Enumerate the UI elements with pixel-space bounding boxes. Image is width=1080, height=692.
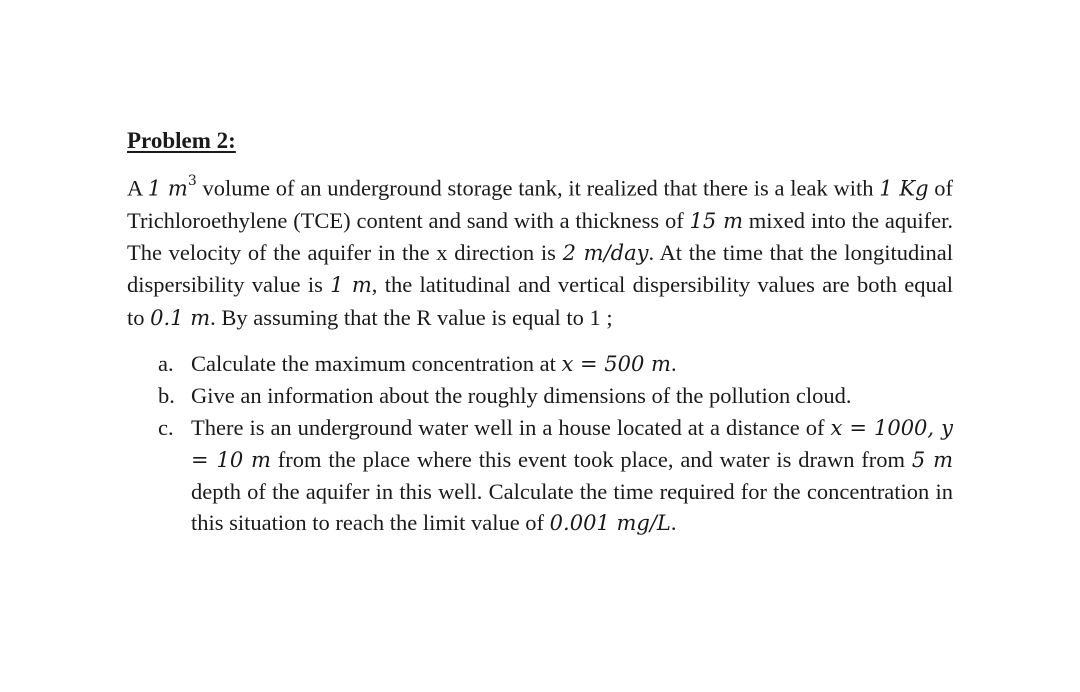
question-item-a	[127, 348, 953, 380]
intro-text-3: of Trichloroethylene (TCE) content and sand with a thickness of	[127, 175, 954, 233]
question-item-c	[127, 412, 953, 540]
question-marker: b.	[158, 383, 175, 409]
intro-text-6: , the latitudinal and vertical dispersibility values are both equal to	[127, 272, 954, 330]
question-c-text-1: There is an underground water well in a house located at a distance of	[191, 414, 831, 440]
well-depth-value: 5 m	[911, 447, 953, 472]
question-c-text-4: .	[670, 510, 677, 536]
well-location-value: x = 1000, y = 10 m	[191, 415, 953, 472]
aquifer-velocity-value: 2 m/day	[562, 241, 649, 266]
sand-thickness-value: 15 m	[689, 208, 743, 233]
problem-heading: Problem 2:	[127, 128, 236, 153]
intro-text-5: . At the time that the longitudinal dispersibility value is	[127, 240, 953, 298]
longitudinal-dispersibility-value: 1 m	[330, 273, 372, 298]
limit-concentration-value: 0.001 mg/L	[549, 511, 671, 536]
intro-text-4: mixed into the aquifer. The velocity of the aquifer in the x direction is	[127, 207, 954, 266]
tank-volume-value: 1 m	[147, 176, 188, 201]
intro-text-7: . By assuming that the R value is equal to 1 ;	[210, 304, 613, 330]
tce-mass-value: 1 Kg	[879, 176, 929, 201]
question-a-text-2: .	[670, 350, 677, 376]
intro-text-2: volume of an underground storage tank, it realized that there is a leak with	[196, 175, 880, 201]
problem-intro-paragraph	[127, 168, 953, 334]
question-a-distance: x = 500 m	[561, 351, 671, 376]
question-c-text-3: depth of the aquifer in this well. Calculate the time required for the concentration in this situation to reach the limit value of	[191, 479, 953, 536]
question-c-text-2: from the place where this event took place, and water is drawn from	[270, 446, 912, 472]
question-item-b	[127, 380, 953, 411]
question-a-text-1: Calculate the maximum concentration at	[191, 350, 562, 376]
problem-document	[127, 124, 953, 540]
tank-volume-exponent: 3	[187, 173, 197, 189]
lateral-dispersibility-value: 0.1 m	[150, 305, 211, 330]
question-marker: a.	[158, 350, 174, 376]
intro-text-1: A	[127, 175, 148, 201]
question-b-text: Give an information about the roughly dimensions of the pollution cloud.	[191, 383, 852, 409]
question-marker: c.	[158, 414, 174, 440]
question-list	[127, 348, 953, 540]
